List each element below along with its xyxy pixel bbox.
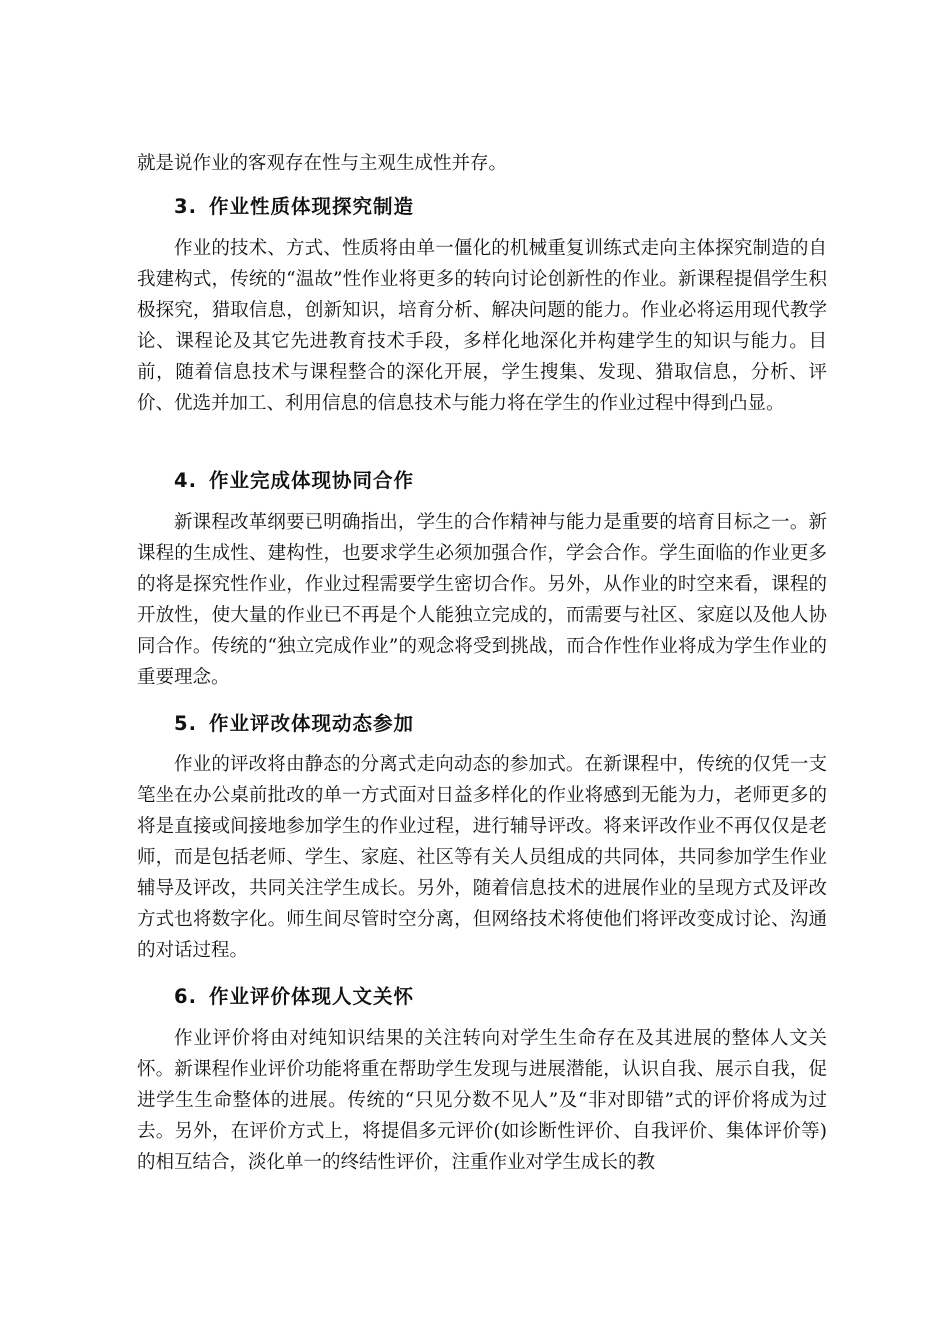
- section-3-body: [137, 233, 827, 419]
- section-3-number: 3.: [174, 195, 197, 218]
- section-4-heading: [174, 465, 414, 493]
- section-4-number: 4.: [174, 469, 197, 492]
- section-5-title: 作业评改体现动态参加: [208, 712, 414, 735]
- section-6-heading: [174, 981, 414, 1009]
- section-4-title: 作业完成体现协同合作: [208, 469, 414, 492]
- section-5-body: [137, 749, 827, 966]
- section-6-paragraph: 作业评价将由对纯知识结果的关注转向对学生生命存在及其进展的整体人文关怀。新课程作业评价功能将重在帮助学生发现与进展潜能，认识自我、展示自我，促进学生生命整体的进展。传统的“只见分数不见人”及“非对即错”式的评价将成为过去。另外，在评价方式上，将提倡多元评价(如诊断性评价、自我评价、集体评价等)的相互结合，淡化单一的终结性评价，注重作业对学生成长的教: [137, 1028, 827, 1173]
- intro-paragraph: [137, 148, 827, 179]
- section-6-body: [137, 1023, 827, 1178]
- intro-tail-text: 就是说作业的客观存在性与主观生成性并存。: [137, 153, 508, 174]
- section-3-heading: [174, 191, 414, 219]
- section-6-number: 6.: [174, 985, 197, 1008]
- section-6-title: 作业评价体现人文关怀: [208, 985, 414, 1008]
- section-5-number: 5.: [174, 712, 197, 735]
- section-5-paragraph: 作业的评改将由静态的分离式走向动态的参加式。在新课程中，传统的仅凭一支笔坐在办公桌前批改的单一方式面对日益多样化的作业将感到无能为力，老师更多的将是直接或间接地参加学生的作业过程，进行辅导评改。将来评改作业不再仅仅是老师，而是包括老师、学生、家庭、社区等有关人员组成的共同体，共同参加学生作业辅导及评改，共同关注学生成长。另外，随着信息技术的进展作业的呈现方式及评改方式也将数字化。师生间尽管时空分离，但网络技术将使他们将评改变成讨论、沟通的对话过程。: [137, 754, 827, 961]
- section-4-body: [137, 507, 827, 693]
- section-3-paragraph: 作业的技术、方式、性质将由单一僵化的机械重复训练式走向主体探究制造的自我建构式，传统的“温故”性作业将更多的转向讨论创新性的作业。新课程提倡学生积极探究，猎取信息，创新知识，培育分析、解决问题的能力。作业必将运用现代教学论、课程论及其它先进教育技术手段，多样化地深化并构建学生的知识与能力。目前，随着信息技术与课程整合的深化开展，学生搜集、发现、猎取信息，分析、评价、优选并加工、利用信息的信息技术与能力将在学生的作业过程中得到凸显。: [137, 238, 827, 414]
- section-5-heading: [174, 708, 414, 736]
- section-3-title: 作业性质体现探究制造: [208, 195, 414, 218]
- section-4-paragraph: 新课程改革纲要已明确指出，学生的合作精神与能力是重要的培育目标之一。新课程的生成性、建构性，也要求学生必须加强合作，学会合作。学生面临的作业更多的将是探究性作业，作业过程需要学生密切合作。另外，从作业的时空来看，课程的开放性，使大量的作业已不再是个人能独立完成的，而需要与社区、家庭以及他人协同合作。传统的“独立完成作业”的观念将受到挑战，而合作性作业将成为学生作业的重要理念。: [137, 512, 827, 688]
